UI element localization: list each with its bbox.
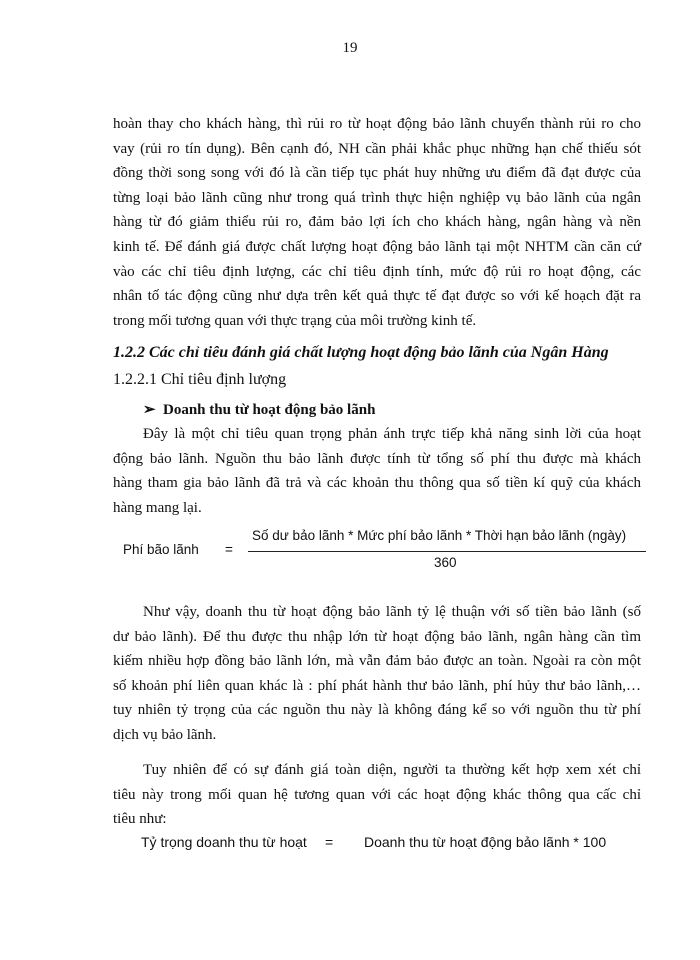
text-line: vay (rủi ro tín dụng). Bên cạnh đó, NH cần phải khắc phục những hạn chế thiếu sót xyxy=(113,140,641,157)
fee-formula xyxy=(0,522,700,582)
section-heading-1-2-2: 1.2.2 Các chỉ tiêu đánh giá chất lượng hoạt động bảo lãnh của Ngân Hàng xyxy=(113,344,609,361)
arrow-bullet-icon: ➢ xyxy=(143,402,156,418)
paragraph-comprehensive-evaluation xyxy=(113,758,641,832)
bullet-heading-revenue xyxy=(143,400,375,419)
text-line: hàng từ đó giảm thiểu rủi ro, đảm bảo lợi ích cho khách hàng, ngân hàng và nền xyxy=(113,214,641,231)
paragraph-revenue-definition xyxy=(113,422,641,520)
formula-numerator: Số dư bảo lãnh * Mức phí bảo lãnh * Thời hạn bảo lãnh (ngày) xyxy=(252,528,627,543)
text-line: dịch vụ bảo lãnh. xyxy=(113,726,217,743)
text-line: từng loại bảo lãnh cũng như trong quá trình thực hiện nghiệp vụ bảo lãnh của ngân xyxy=(113,189,641,206)
text-line: trong mối tương quan với thực trạng của môi trường kinh tế. xyxy=(113,312,477,329)
bullet-heading-text: Doanh thu từ hoạt động bảo lãnh xyxy=(163,402,376,418)
text-line: Như vậy, doanh thu từ hoạt động bảo lãnh tỷ lệ thuận với số tiền bảo lãnh (số xyxy=(143,604,641,620)
text-line: kiếm nhiều hợp đồng bảo lãnh lớn, mà vẫn đảm bảo được an toàn. Ngoài ra còn một xyxy=(113,653,641,670)
fraction-bar xyxy=(248,551,646,552)
paragraph-revenue-proportional xyxy=(113,600,641,748)
text-line: kinh tế. Để đánh giá được chất lượng hoạt động bảo lãnh tại một NHTM cần căn cứ xyxy=(113,238,641,255)
text-line: tiêu như: xyxy=(113,811,167,828)
formula-equals: = xyxy=(325,834,334,850)
page-number: 19 xyxy=(342,40,358,56)
formula-lhs: Tỷ trọng doanh thu từ hoạt xyxy=(141,834,307,850)
text-line: vào các chỉ tiêu định lượng, các chỉ tiêu định tính, mức độ rủi ro hoạt động, các xyxy=(113,263,641,280)
text-line: hoàn thay cho khách hàng, thì rủi ro từ hoạt động bảo lãnh chuyển thành rủi ro cho xyxy=(113,116,641,132)
text-line: nhân tố tác động cũng như dựa trên kết quả thực tế đạt được so với kế hoạch đặt ra xyxy=(113,288,641,305)
text-line: tiêu này trong mối quan hệ tương quan với các hoạt động khác thông qua cấc chỉ xyxy=(113,786,641,803)
text-line: động bảo lãnh. Nguồn thu bảo lãnh được tính từ tổng số phí thu được mà khách xyxy=(113,450,641,467)
formula-denominator: 360 xyxy=(434,555,457,570)
paragraph-guarantee-risk xyxy=(113,112,641,333)
formula-lhs: Phí bão lãnh xyxy=(123,542,199,557)
text-line: dư bảo lãnh). Để thu được thu nhập lớn từ hoạt động bảo lãnh, ngân hàng cần tìm xyxy=(113,628,641,645)
text-line: hàng tham gia bảo lãnh đã trả và các khoản thu thông qua số tiền kí quỹ của khách xyxy=(113,475,641,492)
text-line: đồng thời song song với đó là cần tiếp tục phát huy những ưu điểm đã đạt được của xyxy=(113,165,641,182)
formula-equals: = xyxy=(225,542,233,557)
text-line: số khoản phí liên quan khác là : phí phát hành thư bảo lãnh, phí hủy thư bảo lãnh,… xyxy=(113,677,641,694)
text-line: Đây là một chỉ tiêu quan trọng phản ánh trực tiếp khả năng sinh lời của hoạt xyxy=(143,426,641,442)
text-line: Tuy nhiên để có sự đánh giá toàn diện, người ta thường kết hợp xem xét chỉ xyxy=(143,762,641,778)
text-line: hàng mang lại. xyxy=(113,499,202,516)
text-line: tuy nhiên tỷ trọng của các nguồn thu này là không đáng kể so với nguồn thu từ phí xyxy=(113,702,641,719)
section-heading-1-2-2-1: 1.2.2.1 Chỉ tiêu định lượng xyxy=(113,371,287,388)
formula-rhs: Doanh thu từ hoạt động bảo lãnh * 100 xyxy=(364,834,607,850)
